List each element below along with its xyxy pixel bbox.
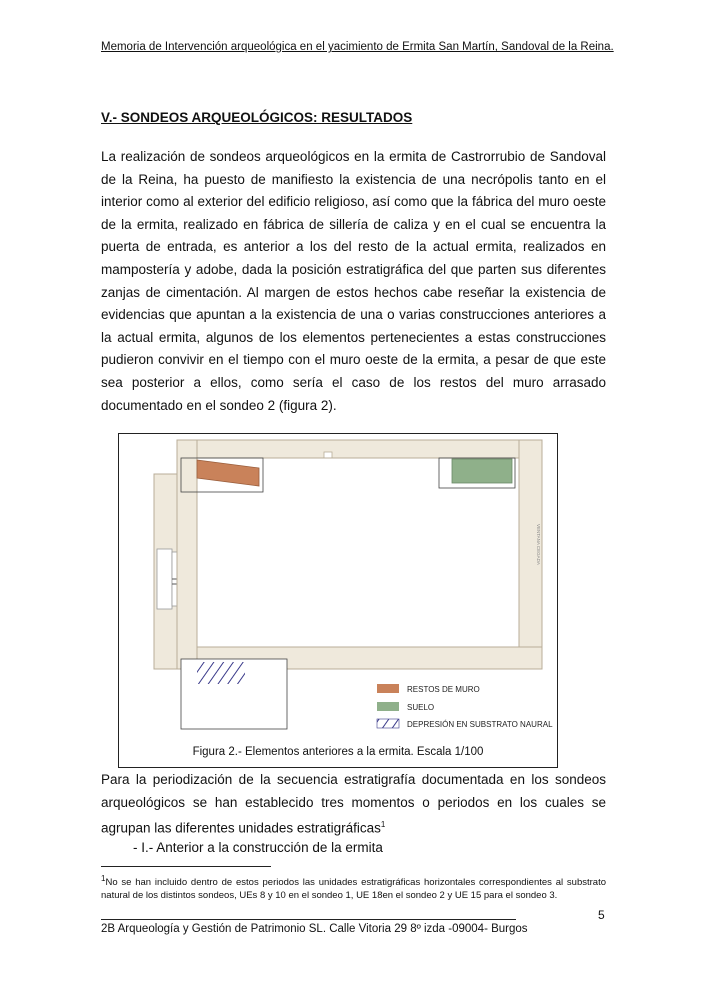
legend-swatch-depresion [377,719,399,728]
footer-divider [101,919,516,920]
footnote-ref: 1 [380,820,386,830]
legend-swatch-muro [377,684,399,693]
figure-2 [118,433,558,768]
footnote-divider [101,866,271,867]
period-list-item: - I.- Anterior a la construcción de la ermita [133,840,383,855]
north-wall [177,440,542,458]
nave-interior [197,458,519,647]
body-paragraph-2 [101,769,606,840]
running-header: Memoria de Intervención arqueológica en el yacimiento de Ermita San Martín, Sandoval de la Reina. [101,41,614,53]
paragraph-2-text: Para la periodización de la secuencia estratigrafía documentada en los sondeos arqueológicos se han establecido tres momentos o periodos en los cuales se agrupan las diferentes unidades estratigráficas [101,772,606,836]
figure-caption: Figura 2.- Elementos anteriores a la ermita. Escala 1/100 [192,746,484,758]
page-number: 5 [598,908,605,922]
legend [377,684,553,729]
footnote-number: 1 [101,874,106,883]
body-paragraph-1: La realización de sondeos arqueológicos en la ermita de Castrorrubio de Sandoval de la Reina, ha puesto de manifiesto la existencia de una necrópolis tanto en el interior como al exterior del edificio religioso, así como que la fábrica del muro oeste de la ermita, realizado en fábrica de sillería de caliza y en el cual se encuentra la puerta de entrada, es anterior a los del resto de la actual ermita, realizados en mampostería y adobe, dada la posición estratigráfica del que parten sus diferentes zanjas de cimentación. Al margen de estos hechos cabe reseñar la existencia de evidencias que apuntan a la existencia de una o varias construcciones anteriores a la actual ermita, algunos de los elementos pertenecientes a estas construcciones pudieron convivir en el tiempo con el muro oeste de la ermita, a pesar de que este sea posterior a ellos, como sería el caso de los restos del muro arrasado documentado en el sondeo 2 (figura 2). [101,149,606,413]
section-title: V.- SONDEOS ARQUEOLÓGICOS: RESULTADOS [101,110,413,125]
floor-plan [119,434,556,739]
legend-label-muro: RESTOS DE MURO [407,685,480,694]
footnote [101,872,606,902]
suelo-area [452,459,512,483]
west-wall [177,440,197,669]
legend-label-suelo: SUELO [407,703,435,712]
footer-company: 2B Arqueología y Gestión de Patrimonio SL. Calle Vitoria 29 8º izda -09004- Burgos [101,923,528,935]
legend-swatch-suelo [377,702,399,711]
legend-label-depresion: DEPRESIÓN EN SUBSTRATO NAURAL [407,720,553,729]
footnote-text: No se han incluido dentro de estos periodos las unidades estratigráficas horizontales correspondientes al substrato natural de los distintos sondeos, UEs 8 y 10 en el sondeo 1, UE 18en el sondeo 2 y UE 15 para el sondeo 3. [101,877,606,902]
side-label: VENTANA CEGADA [536,524,541,565]
